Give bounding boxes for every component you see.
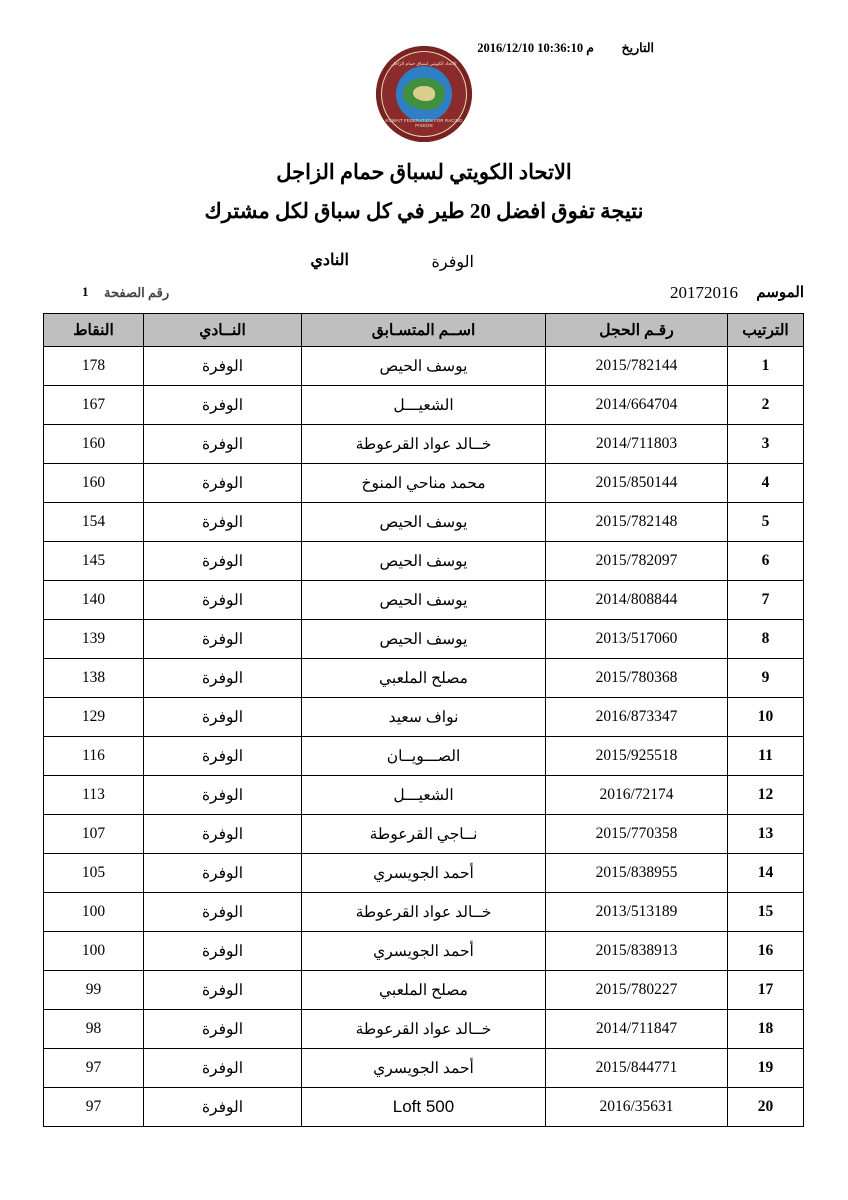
cell-competitor-name: محمد مناحي المنوخ	[302, 464, 546, 503]
column-header-rank: الترتيب	[728, 314, 804, 347]
cell-rank: 16	[728, 932, 804, 971]
cell-competitor-name: أحمد الجويسري	[302, 932, 546, 971]
cell-ring-number: 2014/711803	[546, 425, 728, 464]
club-value: الوفرة	[431, 254, 474, 271]
cell-rank: 13	[728, 815, 804, 854]
cell-ring-number: 2015/850144	[546, 464, 728, 503]
cell-rank: 14	[728, 854, 804, 893]
cell-competitor-name: الصـــويــان	[302, 737, 546, 776]
cell-points: 99	[44, 971, 144, 1010]
table-row	[44, 425, 804, 464]
federation-logo	[0, 46, 848, 142]
cell-club: الوفرة	[144, 854, 302, 893]
cell-rank: 19	[728, 1049, 804, 1088]
cell-rank: 8	[728, 620, 804, 659]
cell-points: 160	[44, 464, 144, 503]
cell-ring-number: 2014/664704	[546, 386, 728, 425]
cell-rank: 7	[728, 581, 804, 620]
cell-club: الوفرة	[144, 776, 302, 815]
table-row	[44, 1088, 804, 1127]
page-number-label: رقم الصفحة	[104, 285, 170, 300]
page-number-value: 1	[82, 284, 89, 299]
cell-competitor-name: نــاجي القرعوطة	[302, 815, 546, 854]
cell-ring-number: 2013/517060	[546, 620, 728, 659]
cell-club: الوفرة	[144, 464, 302, 503]
cell-ring-number: 2015/838913	[546, 932, 728, 971]
cell-club: الوفرة	[144, 620, 302, 659]
cell-club: الوفرة	[144, 659, 302, 698]
cell-competitor-name: خــالد عواد القرعوطة	[302, 893, 546, 932]
cell-club: الوفرة	[144, 1010, 302, 1049]
table-row	[44, 971, 804, 1010]
cell-ring-number: 2013/513189	[546, 893, 728, 932]
cell-rank: 11	[728, 737, 804, 776]
table-row	[44, 659, 804, 698]
table-row	[44, 542, 804, 581]
cell-points: 97	[44, 1049, 144, 1088]
cell-ring-number: 2015/844771	[546, 1049, 728, 1088]
cell-points: 105	[44, 854, 144, 893]
cell-rank: 10	[728, 698, 804, 737]
column-header-points: النقاط	[44, 314, 144, 347]
cell-club: الوفرة	[144, 503, 302, 542]
cell-ring-number: 2015/780227	[546, 971, 728, 1010]
cell-rank: 12	[728, 776, 804, 815]
cell-ring-number: 2015/780368	[546, 659, 728, 698]
cell-competitor-name: نواف سعيد	[302, 698, 546, 737]
cell-club: الوفرة	[144, 971, 302, 1010]
table-header-row	[44, 314, 804, 347]
cell-competitor-name: أحمد الجويسري	[302, 1049, 546, 1088]
cell-club: الوفرة	[144, 815, 302, 854]
logo-top-text: الاتحاد الكويتي لسباق حمام الزاجل	[391, 61, 457, 66]
season-row	[44, 283, 804, 307]
page-title: الاتحاد الكويتي لسباق حمام الزاجل	[276, 160, 572, 184]
cell-points: 100	[44, 893, 144, 932]
cell-points: 107	[44, 815, 144, 854]
cell-club: الوفرة	[144, 1088, 302, 1127]
cell-rank: 2	[728, 386, 804, 425]
date-value: 2016/12/10 10:36:10 م	[477, 41, 594, 55]
document-titles	[44, 160, 804, 240]
results-table-body	[44, 347, 804, 1127]
cell-points: 167	[44, 386, 144, 425]
cell-ring-number: 2015/770358	[546, 815, 728, 854]
cell-competitor-name: خــالد عواد القرعوطة	[302, 1010, 546, 1049]
table-row	[44, 815, 804, 854]
club-label: النادي	[310, 252, 349, 269]
cell-club: الوفرة	[144, 386, 302, 425]
cell-points: 145	[44, 542, 144, 581]
cell-points: 113	[44, 776, 144, 815]
cell-club: الوفرة	[144, 893, 302, 932]
cell-rank: 9	[728, 659, 804, 698]
cell-ring-number: 2016/873347	[546, 698, 728, 737]
cell-rank: 6	[728, 542, 804, 581]
cell-ring-number: 2015/925518	[546, 737, 728, 776]
cell-rank: 20	[728, 1088, 804, 1127]
logo-ring	[381, 51, 467, 137]
logo-bottom-text: KUWAIT FEDERATION FOR RACING PIGEON	[385, 118, 463, 128]
cell-ring-number: 2015/782148	[546, 503, 728, 542]
cell-ring-number: 2014/711847	[546, 1010, 728, 1049]
table-row	[44, 464, 804, 503]
cell-competitor-name: خــالد عواد القرعوطة	[302, 425, 546, 464]
cell-rank: 18	[728, 1010, 804, 1049]
table-row	[44, 698, 804, 737]
table-row	[44, 503, 804, 542]
cell-rank: 5	[728, 503, 804, 542]
cell-ring-number: 2015/838955	[546, 854, 728, 893]
table-row	[44, 854, 804, 893]
date-label: التاريخ	[621, 41, 654, 55]
table-row	[44, 737, 804, 776]
cell-club: الوفرة	[144, 1049, 302, 1088]
cell-club: الوفرة	[144, 425, 302, 464]
cell-club: الوفرة	[144, 542, 302, 581]
cell-rank: 4	[728, 464, 804, 503]
season-value: 20172016	[670, 283, 738, 302]
cell-rank: 3	[728, 425, 804, 464]
column-header-ring: رقـم الحجل	[546, 314, 728, 347]
cell-competitor-name: يوسف الحيص	[302, 542, 546, 581]
cell-club: الوفرة	[144, 932, 302, 971]
cell-rank: 17	[728, 971, 804, 1010]
cell-club: الوفرة	[144, 698, 302, 737]
cell-competitor-name: يوسف الحيص	[302, 620, 546, 659]
cell-ring-number: 2016/72174	[546, 776, 728, 815]
cell-points: 129	[44, 698, 144, 737]
cell-competitor-name: يوسف الحيص	[302, 347, 546, 386]
cell-club: الوفرة	[144, 581, 302, 620]
cell-points: 98	[44, 1010, 144, 1049]
cell-points: 116	[44, 737, 144, 776]
table-row	[44, 581, 804, 620]
logo-emblem-icon	[376, 46, 472, 142]
cell-points: 178	[44, 347, 144, 386]
season-label: الموسم	[756, 285, 804, 301]
cell-competitor-name: مصلح الملعبي	[302, 971, 546, 1010]
cell-ring-number: 2015/782144	[546, 347, 728, 386]
cell-competitor-name: أحمد الجويسري	[302, 854, 546, 893]
column-header-club: النــادي	[144, 314, 302, 347]
table-row	[44, 932, 804, 971]
cell-competitor-name: Loft 500	[302, 1088, 546, 1127]
cell-club: الوفرة	[144, 347, 302, 386]
cell-rank: 1	[728, 347, 804, 386]
page-subtitle: نتيجة تفوق افضل 20 طير في كل سباق لكل مشترك	[204, 199, 644, 223]
cell-competitor-name: يوسف الحيص	[302, 503, 546, 542]
logo-inner-globe-icon	[396, 66, 452, 122]
cell-rank: 15	[728, 893, 804, 932]
club-row	[44, 250, 804, 274]
cell-competitor-name: يوسف الحيص	[302, 581, 546, 620]
cell-points: 100	[44, 932, 144, 971]
cell-competitor-name: مصلح الملعبي	[302, 659, 546, 698]
results-table	[43, 313, 804, 1127]
cell-competitor-name: الشعيـــل	[302, 776, 546, 815]
cell-points: 160	[44, 425, 144, 464]
cell-ring-number: 2015/782097	[546, 542, 728, 581]
table-row	[44, 776, 804, 815]
table-row	[44, 1049, 804, 1088]
cell-ring-number: 2016/35631	[546, 1088, 728, 1127]
cell-points: 139	[44, 620, 144, 659]
cell-club: الوفرة	[144, 737, 302, 776]
cell-points: 138	[44, 659, 144, 698]
cell-ring-number: 2014/808844	[546, 581, 728, 620]
table-row	[44, 1010, 804, 1049]
column-header-name: اســم المتسـابق	[302, 314, 546, 347]
table-row	[44, 386, 804, 425]
table-row	[44, 620, 804, 659]
cell-points: 140	[44, 581, 144, 620]
cell-points: 154	[44, 503, 144, 542]
cell-points: 97	[44, 1088, 144, 1127]
table-row	[44, 893, 804, 932]
cell-competitor-name: الشعيـــل	[302, 386, 546, 425]
table-row	[44, 347, 804, 386]
